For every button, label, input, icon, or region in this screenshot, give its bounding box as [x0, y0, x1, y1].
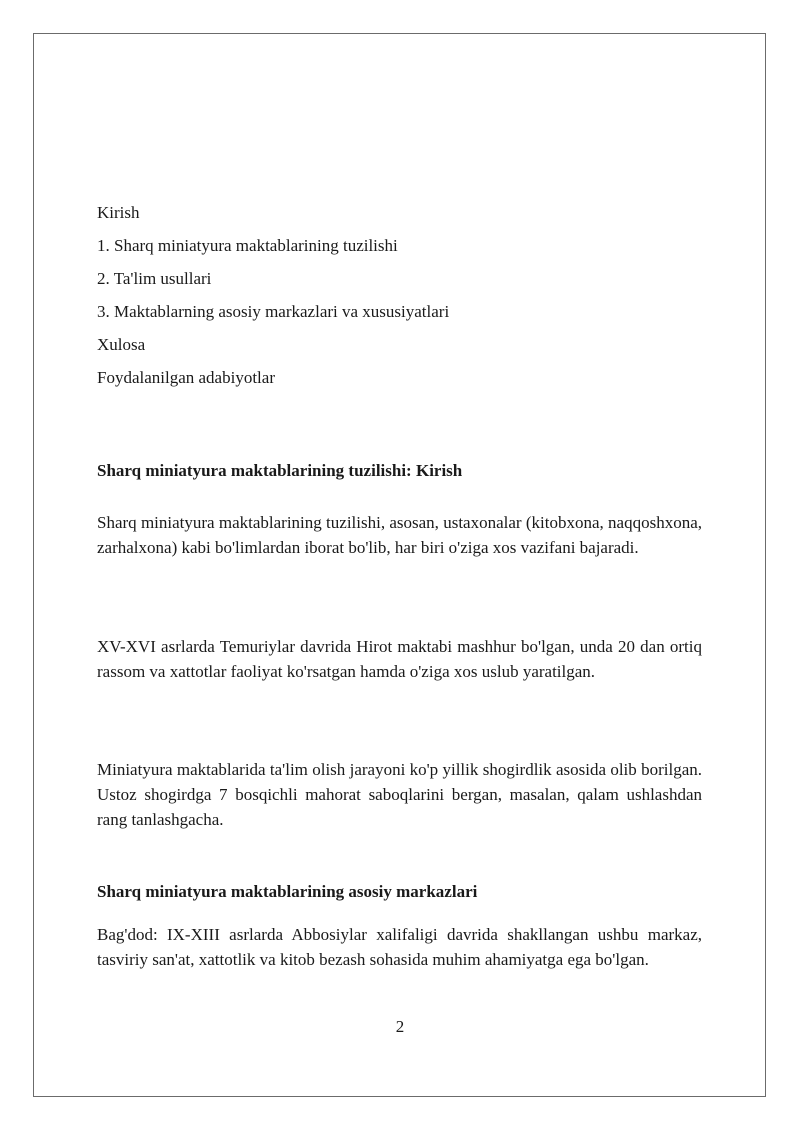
- paragraph-baghdad: Bag'dod: IX-XIII asrlarda Abbosiylar xalifaligi davrida shakllangan ushbu markaz, tasviriy san'at, xattotlik va kitob bezash sohasida muhim ahamiyatga ega bo'lgan.: [97, 925, 702, 969]
- toc-item-conclusion: Xulosa: [97, 335, 146, 354]
- page-number: 2: [395, 1017, 405, 1036]
- toc-item-references: Foydalanilgan adabiyotlar: [97, 368, 275, 387]
- paragraph-structure: Sharq miniatyura maktablarining tuzilishi, asosan, ustaxonalar (kitobxona, naqqoshxona, zarhalxona) kabi bo'limlardan iborat bo'lib, har biri o'ziga xos vazifani bajaradi.: [97, 513, 702, 557]
- paragraph-herat-school: XV-XVI asrlarda Temuriylar davrida Hirot maktabi mashhur bo'lgan, unda 20 dan ortiq rassom va xattotlar faoliyat ko'rsatgan hamda o'ziga xos uslub yaratilgan.: [97, 637, 702, 681]
- toc-item-methods: 2. Ta'lim usullari: [97, 269, 212, 288]
- toc-item-structure: 1. Sharq miniatyura maktablarining tuzilishi: [97, 236, 398, 255]
- section-heading-intro: Sharq miniatyura maktablarining tuzilishi: Kirish: [97, 461, 463, 480]
- toc-item-centers: 3. Maktablarning asosiy markazlari va xususiyatlari: [97, 302, 450, 321]
- toc-item-intro: Kirish: [97, 203, 140, 222]
- section-heading-centers: Sharq miniatyura maktablarining asosiy markazlari: [97, 882, 478, 901]
- table-of-contents: [97, 200, 702, 398]
- paragraph-apprenticeship: Miniatyura maktablarida ta'lim olish jarayoni ko'p yillik shogirdlik asosida olib borilgan. Ustoz shogirdga 7 bosqichli mahorat saboqlarini bergan, masalan, qalam ushlashdan rang tanlashgacha.: [97, 760, 702, 829]
